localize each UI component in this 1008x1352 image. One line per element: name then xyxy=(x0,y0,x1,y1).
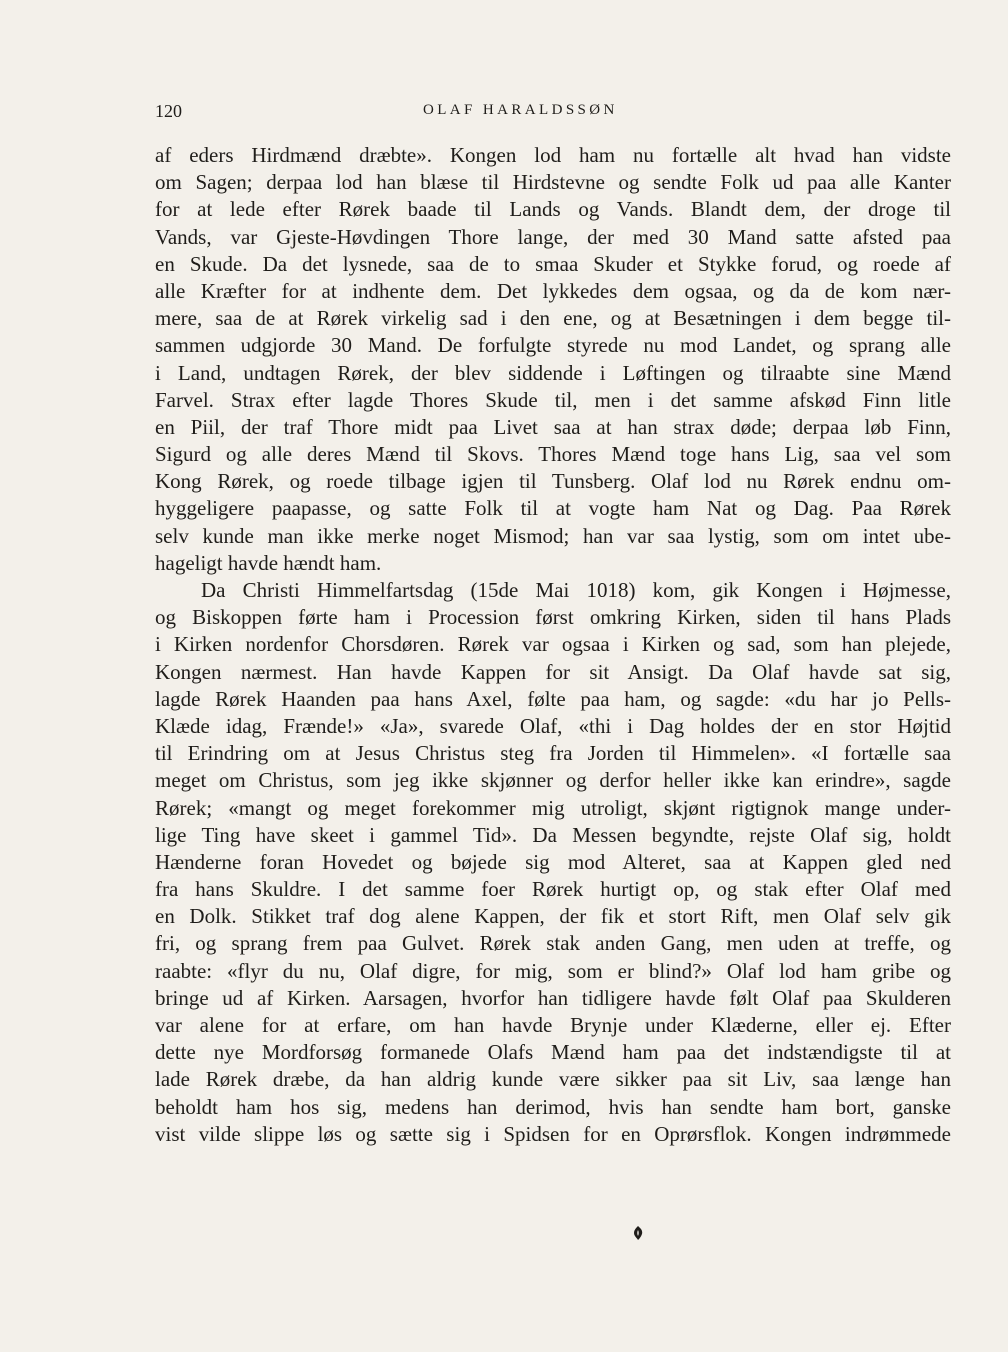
text-line: selv kunde man ikke merke noget Mismod; han var saa lystig, som om intet ube- xyxy=(155,523,951,548)
text-line: Kong Rørek, og roede tilbage igjen til Tunsberg. Olaf lod nu Rørek endnu om- xyxy=(155,469,951,494)
text-line: lade Rørek dræbe, da han aldrig kunde være sikker paa sit Liv, saa længe han xyxy=(155,1067,951,1092)
text-line: af eders Hirdmænd dræbte». Kongen lod ham nu fortælle alt hvad han vidste xyxy=(155,143,951,167)
text-line: i Kirken nordenfor Chorsdøren. Rørek var ogsaa i Kirken og sad, som han plejede, xyxy=(155,632,951,657)
text-line: om Sagen; derpaa lod han blæse til Hirdstevne og sendte Folk ud paa alle Kanter xyxy=(155,170,951,195)
text-line: lagde Rørek Haanden paa hans Axel, følte paa ham, og sagde: «du har jo Pells- xyxy=(155,686,951,711)
text-line: for at lede efter Rørek baade til Lands og Vands. Blandt dem, der droge til xyxy=(155,197,951,222)
text-line: en Skude. Da det lysnede, saa de to smaa Skuder et Stykke forud, og roede af xyxy=(155,251,951,276)
text-line: sammen udgjorde 30 Mand. De forfulgte styrede nu mod Landet, og sprang alle xyxy=(155,333,951,358)
text-line: meget om Christus, som jeg ikke skjønner og derfor heller ikke kan erindre», sagde xyxy=(155,768,951,793)
text-line: vist vilde slippe løs og sætte sig i Spidsen for en Oprørsflok. Kongen indrømmede xyxy=(155,1121,951,1146)
text-line: i Land, undtagen Rørek, der blev siddende i Løftingen og tilraabte sine Mænd xyxy=(155,360,951,385)
text-line: fri, og sprang frem paa Gulvet. Rørek stak anden Gang, men uden at treffe, og xyxy=(155,931,951,956)
text-line: Vands, var Gjeste-Høvdingen Thore lange, der med 30 Mand satte afsted paa xyxy=(155,224,951,249)
printer-mark-icon xyxy=(632,1226,644,1240)
text-line: Hænderne foran Hovedet og bøjede sig mod Alteret, saa at Kappen gled ned xyxy=(155,849,951,874)
text-line: lige Ting have skeet i gammel Tid». Da Messen begyndte, rejste Olaf sig, holdt xyxy=(155,822,951,847)
body-text xyxy=(155,142,951,1148)
text-line: fra hans Skuldre. I det samme foer Rørek hurtigt op, og stak efter Olaf med xyxy=(155,877,951,902)
text-line: til Erindring om at Jesus Christus steg fra Jorden til Himmelen». «I fortælle saa xyxy=(155,741,951,766)
text-line: en Dolk. Stikket traf dog alene Kappen, der fik et stort Rift, men Olaf selv gik xyxy=(155,904,951,929)
text-line: Farvel. Strax efter lagde Thores Skude til, men i det samme afskød Finn litle xyxy=(155,387,951,412)
text-line: Klæde idag, Frænde!» «Ja», svarede Olaf, «thi i Dag holdes der en stor Højtid xyxy=(155,713,951,738)
text-line: raabte: «flyr du nu, Olaf digre, for mig, som er blind?» Olaf lod ham gribe og xyxy=(155,958,951,983)
text-line: en Piil, der traf Thore midt paa Livet saa at han strax døde; derpaa løb Finn, xyxy=(155,414,951,439)
page-number: 120 xyxy=(155,101,182,121)
text-line: alle Kræfter for at indhente dem. Det lykkedes dem ogsaa, og da de kom nær- xyxy=(155,278,951,303)
running-head: OLAF HARALDSSØN xyxy=(423,102,618,118)
text-line: dette nye Mordforsøg formanede Olafs Mænd ham paa det indstændigste til at xyxy=(155,1040,951,1065)
text-line: beholdt ham hos sig, medens han derimod, hvis han sendte ham bort, ganske xyxy=(155,1094,951,1119)
text-line: bringe ud af Kirken. Aarsagen, hvorfor han tidligere havde følt Olaf paa Skulderen xyxy=(155,985,951,1010)
text-line: og Biskoppen førte ham i Procession først omkring Kirken, siden til hans Plads xyxy=(155,605,951,630)
text-line: hageligt havde hændt ham. xyxy=(155,550,382,575)
text-line: mere, saa de at Rørek virkelig sad i den ene, og at Besætningen i dem begge til- xyxy=(155,306,951,331)
text-line: Rørek; «mangt og meget forekommer mig utroligt, skjønt rigtignok mange under- xyxy=(155,795,951,820)
page-header xyxy=(155,101,955,125)
text-line: Sigurd og alle deres Mænd til Skovs. Thores Mænd toge hans Lig, saa vel som xyxy=(155,442,951,467)
text-line: Kongen nærmest. Han havde Kappen for sit Ansigt. Da Olaf havde sat sig, xyxy=(155,659,951,684)
text-line: hyggeligere paapasse, og satte Folk til at vogte ham Nat og Dag. Paa Rørek xyxy=(155,496,951,521)
text-line: var alene for at erfare, om han havde Brynje under Klæderne, eller ej. Efter xyxy=(155,1013,951,1037)
text-line: Da Christi Himmelfartsdag (15de Mai 1018) kom, gik Kongen i Højmesse, xyxy=(201,578,951,602)
